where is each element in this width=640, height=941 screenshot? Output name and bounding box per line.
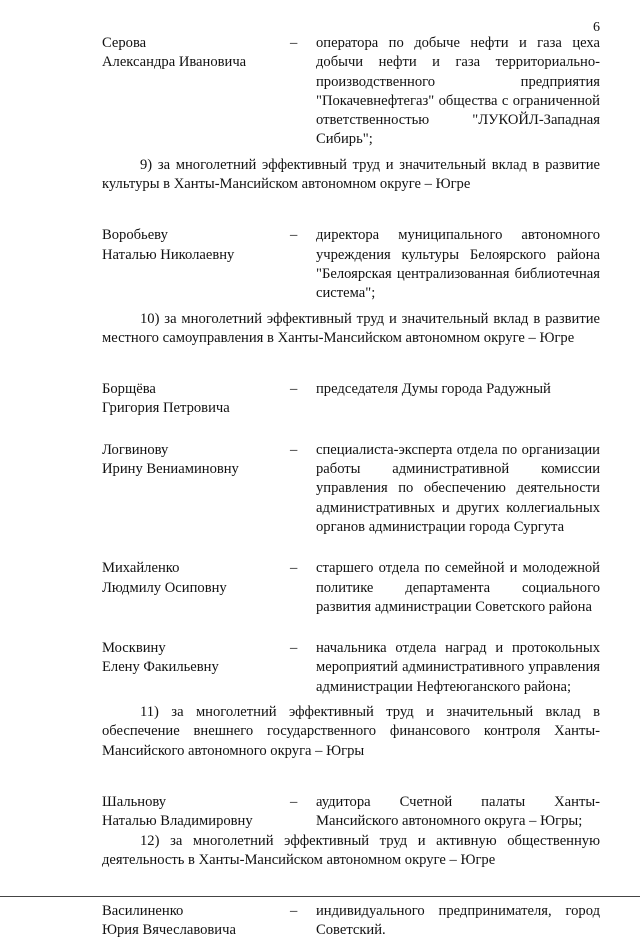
recipient-given-names: Наталью Николаевну — [102, 246, 235, 263]
recipient-surname: Василиненко — [102, 903, 184, 920]
recipient-name — [102, 441, 290, 537]
recipient-given-names: Юрия Вячеславовича — [102, 922, 236, 939]
recipient-surname: Серова — [102, 35, 147, 51]
recipient-position: оператора по добыче нефти и газа цеха добычи нефти и газа территориально-производственного предприятия "Покачевнефтегаз" общества с ограниченной ответственностью "ЛУКОЙЛ-Западная Сибирь"; — [316, 35, 600, 148]
award-entry — [102, 441, 600, 537]
document-body — [102, 34, 600, 941]
recipient-name — [102, 226, 290, 303]
recipient-position: индивидуального предпринимателя, город Советский. — [316, 903, 600, 939]
award-entry — [102, 380, 600, 419]
section-heading: 10) за многолетний эффективный труд и значительный вклад в развитие местного самоуправления в Ханты-Мансийском автономном округе – Югре — [102, 310, 600, 346]
dash: – — [290, 903, 298, 920]
recipient-surname: Борщёва — [102, 381, 156, 398]
recipient-given-names: Людмилу Осиповну — [102, 579, 227, 596]
recipient-name — [102, 559, 290, 617]
recipient-position: председателя Думы города Радужный — [316, 381, 551, 398]
dash: – — [290, 227, 298, 244]
recipient-given-names: Наталью Владимировну — [102, 813, 253, 830]
recipient-surname: Михайленко — [102, 560, 180, 577]
award-entry — [102, 793, 600, 832]
recipient-position: директора муниципального автономного учреждения культуры Белоярского района "Белоярская централизованная библиотечная система"; — [316, 227, 600, 302]
dash: – — [290, 35, 298, 51]
award-entry — [102, 226, 600, 303]
page-number: 6 — [593, 20, 600, 35]
award-entry — [102, 639, 600, 697]
recipient-name — [102, 639, 290, 697]
award-entry — [102, 559, 600, 617]
dash: – — [290, 441, 298, 458]
recipient-position: начальника отдела наград и протокольных мероприятий административного управления администрации Нефтеюганского района; — [316, 640, 600, 695]
recipient-name — [102, 793, 290, 832]
recipient-given-names: Александра Ивановича — [102, 54, 247, 71]
recipient-position: старшего отдела по семейной и молодежной политике департамента социального развития администрации Советского района — [316, 560, 600, 615]
award-entry — [102, 902, 600, 941]
recipient-surname: Воробьеву — [102, 227, 168, 244]
dash: – — [290, 640, 298, 657]
recipient-position: аудитора Счетной палаты Ханты-Мансийского автономного округа – Югры; — [316, 793, 600, 830]
recipient-position: специалиста-эксперта отдела по организации работы административной комиссии управления по обеспечению деятельности административных и других коллегиальных органов администрации города Сургута — [316, 441, 600, 535]
award-entry — [102, 34, 600, 150]
section-heading: 9) за многолетний эффективный труд и значительный вклад в развитие культуры в Ханты-Мансийском автономном округе – Югре — [102, 156, 600, 193]
recipient-name — [102, 34, 290, 150]
dash: – — [290, 793, 298, 810]
dash: – — [290, 381, 298, 398]
recipient-surname: Шальнову — [102, 793, 167, 810]
recipient-given-names: Елену Факильевну — [102, 659, 219, 676]
recipient-surname: Москвину — [102, 640, 166, 657]
recipient-name — [102, 902, 290, 941]
dash: – — [290, 560, 298, 577]
recipient-given-names: Ирину Вениаминовну — [102, 461, 239, 478]
section-heading: 11) за многолетний эффективный труд и значительный вклад в обеспечение внешнего государственного финансового контроля Ханты-Мансийского автономного округа – Югры — [102, 704, 600, 759]
recipient-surname: Логвинову — [102, 441, 169, 458]
recipient-given-names: Григория Петровича — [102, 400, 230, 417]
bottom-rule — [0, 896, 640, 897]
recipient-name — [102, 380, 290, 419]
section-heading: 12) за многолетний эффективный труд и активную общественную деятельность в Ханты-Мансийском автономном округе – Югре — [102, 832, 600, 868]
